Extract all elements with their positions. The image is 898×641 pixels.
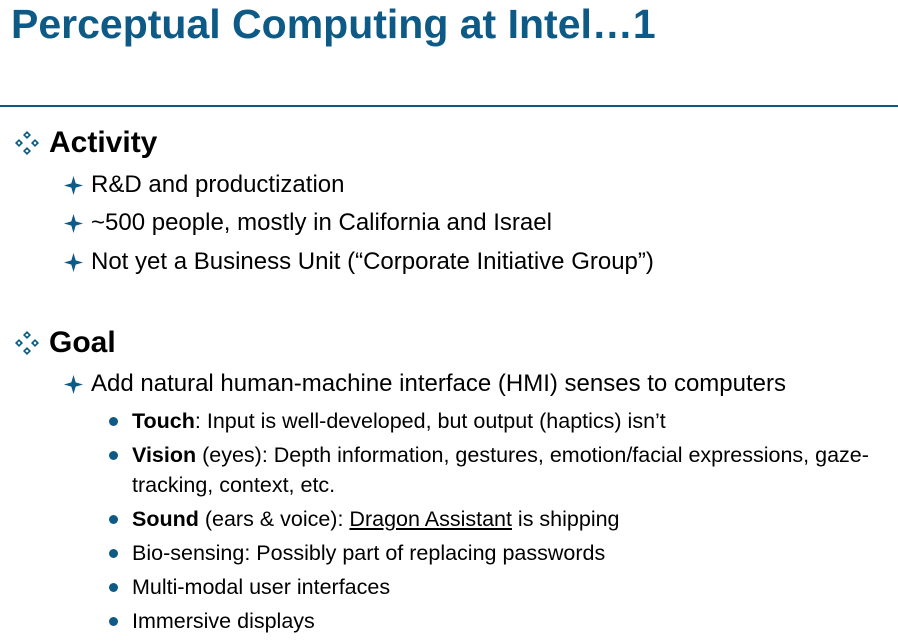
sub-list-item-rest: is shipping [511, 507, 620, 531]
dot-icon [109, 451, 118, 460]
sub-list-item [109, 440, 889, 500]
sub-list-item-text: Multi-modal user interfaces [132, 575, 391, 599]
dot-icon [109, 549, 118, 558]
list-item [64, 247, 654, 277]
list-item [64, 170, 344, 200]
four-diamond-icon [14, 330, 40, 356]
list-item-text: R&D and productization [91, 171, 345, 198]
dot-icon [109, 583, 118, 592]
section-heading-row [14, 126, 157, 160]
title-divider [0, 105, 898, 107]
sub-list-item-text [132, 504, 620, 534]
list-item-text: Not yet a Business Unit (“Corporate Initiative Group”) [91, 248, 654, 275]
dot-icon [109, 417, 118, 426]
slide-title: Perceptual Computing at Intel…1 [11, 1, 656, 47]
sub-list-item-rest: (ears & voice): [198, 507, 350, 531]
sub-list-item-text: Immersive displays [132, 609, 315, 633]
section-heading: Goal [49, 326, 116, 359]
four-diamond-icon [14, 130, 40, 156]
dragon-assistant-link[interactable]: Dragon Assistant [349, 507, 512, 531]
sub-list-item-text [132, 406, 666, 436]
four-point-star-icon [64, 253, 83, 272]
list-item-text: ~500 people, mostly in California and Israel [91, 209, 552, 236]
sub-list-item-rest: : Input is well-developed, but output (haptics) isn’t [194, 409, 666, 433]
dot-icon [109, 515, 118, 524]
sub-list-item [109, 538, 889, 568]
dot-icon [109, 617, 118, 626]
section-heading-row [14, 326, 116, 360]
four-point-star-icon [64, 176, 83, 195]
sub-list-item-rest: (eyes): Depth information, gestures, emotion/facial expressions, gaze-tracking, context, etc. [132, 443, 869, 497]
sub-list-item-text [132, 440, 889, 500]
list-item [64, 208, 552, 238]
sub-list-item-lead: Touch [132, 409, 195, 433]
sub-list-item-lead: Vision [132, 443, 197, 467]
list-item [64, 369, 786, 399]
sub-list-item [109, 606, 889, 636]
sub-list-item [109, 504, 889, 534]
sub-list-item [109, 572, 889, 602]
four-point-star-icon [64, 375, 83, 394]
sub-list-item-text: Bio-sensing: Possibly part of replacing passwords [132, 541, 606, 565]
section-heading: Activity [49, 126, 158, 159]
list-item-text: Add natural human-machine interface (HMI) senses to computers [91, 370, 786, 397]
sub-list-item-lead: Sound [132, 507, 199, 531]
sub-list-item [109, 406, 889, 436]
four-point-star-icon [64, 214, 83, 233]
